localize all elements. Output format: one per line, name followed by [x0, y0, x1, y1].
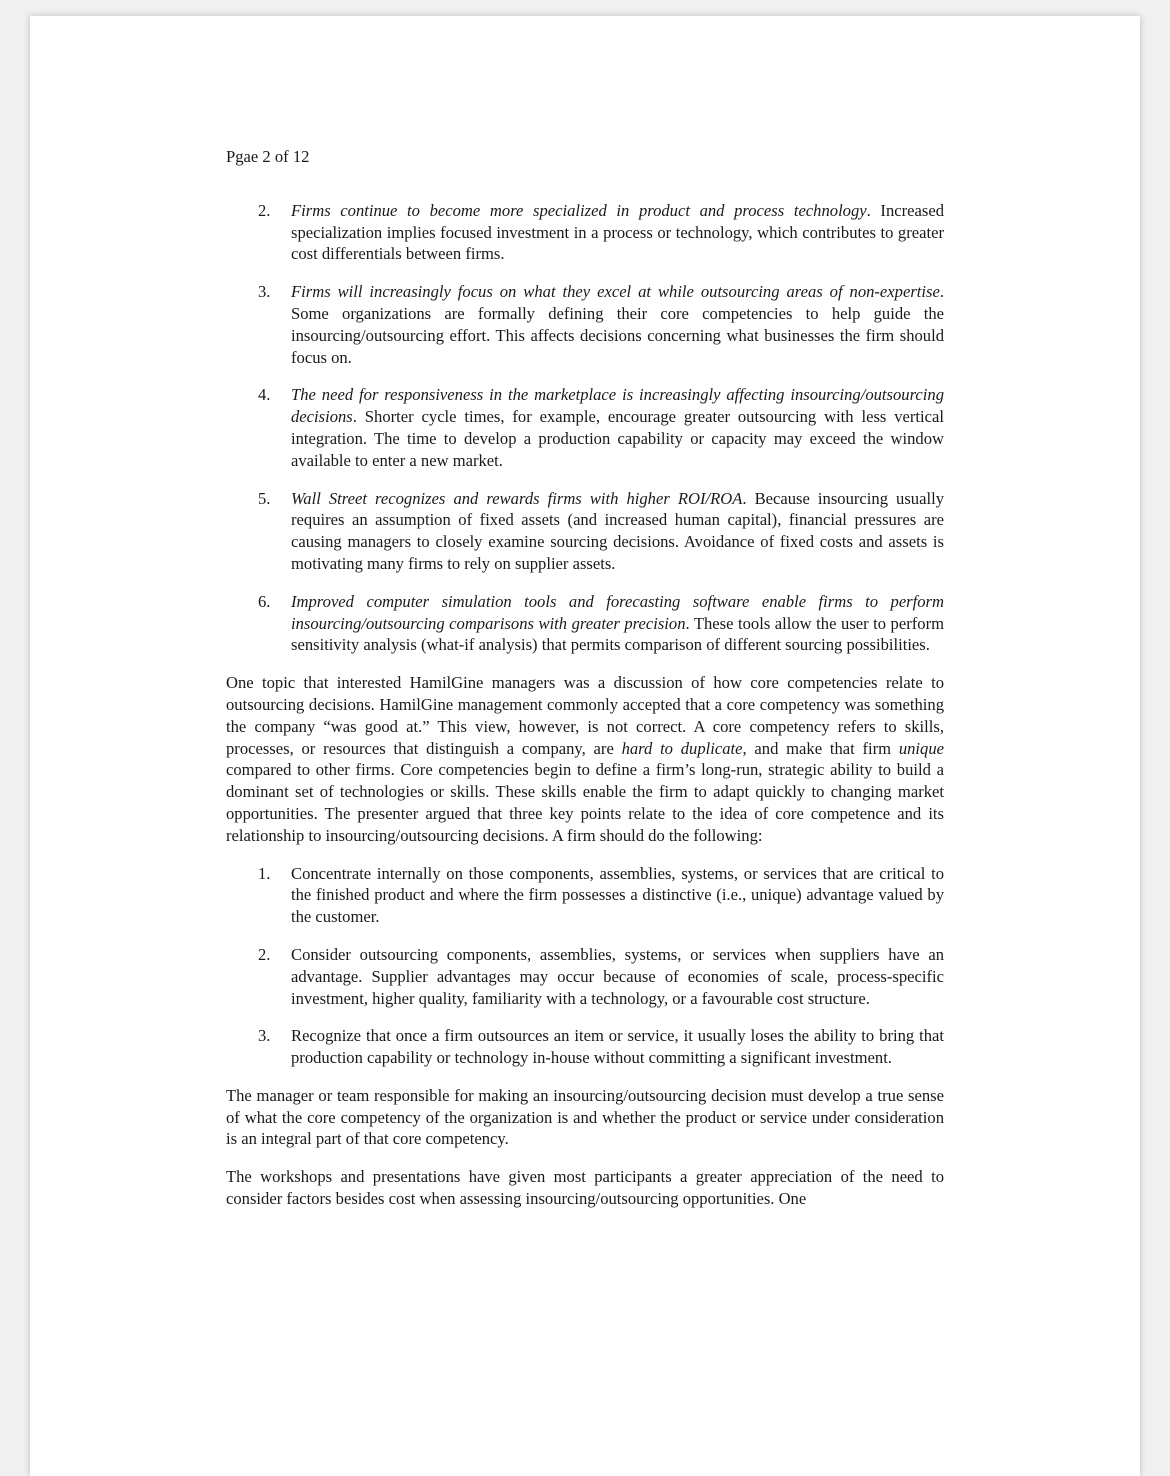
list-item-text: . Some organizations are formally defining their core competencies to help guide the insourcing/outsourcing effort. This affects decisions concerning what businesses the firm should focus on.: [291, 282, 944, 367]
list-item-lead: Improved computer simulation tools and forecasting software enable firms to perform insourcing/outsourcing comparisons with greater precision: [291, 591, 944, 633]
list-item-number: 2.: [258, 944, 271, 964]
list-item: [226, 863, 944, 928]
list-item: [226, 384, 944, 471]
list-item-number: 5.: [258, 488, 271, 508]
list-item-text: . Because insourcing usually requires an assumption of fixed assets (and increased human capital), financial pressures are causing managers to closely examine sourcing decisions. Avoidance of fixed costs and assets is motivating many firms to rely on supplier assets.: [291, 488, 944, 573]
paragraph-text: One topic that interested HamilGine managers was a discussion of how core competencies relate to outsourcing decisions. HamilGine management commonly accepted that a core competency was something the company “was good at.” This view, however, is not correct. A core competency refers to skills, processes, or resources that distinguish a company, are: [226, 673, 944, 758]
list-item-lead: Wall Street recognizes and rewards firms with higher ROI/ROA: [291, 488, 743, 508]
list-item-text: . These tools allow the user to perform sensitivity analysis (what-if analysis) that permits comparison of different sourcing possibilities.: [291, 613, 944, 655]
list-item-number: 6.: [258, 591, 271, 611]
list-item-number: 4.: [258, 385, 271, 405]
list-item-text: . Increased specialization implies focused investment in a process or technology, which contributes to greater cost differentials between firms.: [291, 200, 944, 264]
emphasis-text: hard to duplicate: [621, 738, 743, 758]
list-item-lead: Firms continue to become more specialized in product and process technology: [291, 200, 867, 220]
numbered-list-recommendations: [226, 863, 944, 1069]
list-item: [226, 944, 944, 1009]
core-competency-paragraph: [226, 672, 944, 846]
page-content: [226, 146, 944, 1226]
list-item-number: 1.: [258, 863, 271, 883]
list-item-number: 3.: [258, 282, 271, 302]
document-page: [30, 16, 1140, 1476]
paragraph-text: compared to other firms. Core competencies begin to define a firm’s long-run, strategic ability to build a dominant set of technologies or skills. These skills enable the firm to adapt quickly to changing market opportunities. The presenter argued that three key points relate to the idea of core competence and its relationship to insourcing/outsourcing decisions. A firm should do the following:: [226, 760, 944, 845]
list-item-text: Recognize that once a firm outsources an item or service, it usually loses the ability to bring that production capability or technology in-house without committing a significant investment.: [291, 1026, 944, 1068]
list-item: [226, 591, 944, 656]
list-item: [226, 200, 944, 265]
paragraph-text: , and make that firm: [742, 738, 899, 758]
emphasis-text: unique: [898, 738, 944, 758]
list-item-text: Concentrate internally on those components, assemblies, systems, or services that are critical to the finished product and where the firm possesses a distinctive (i.e., unique) advantage valued by the customer.: [291, 863, 944, 927]
list-item-number: 2.: [258, 200, 271, 220]
manager-responsibility-paragraph: The manager or team responsible for making an insourcing/outsourcing decision must develop a true sense of what the core competency of the organization is and whether the product or service under consideration is an integral part of that core competency.: [226, 1085, 944, 1149]
page-number-label: Pgae 2 of 12: [226, 147, 310, 166]
list-item-lead: The need for responsiveness in the marketplace is increasingly affecting insourcing/outsourcing decisions: [291, 385, 944, 427]
list-item: [226, 1025, 944, 1069]
numbered-list-trends: [226, 200, 944, 656]
list-item: [226, 488, 944, 575]
list-item-number: 3.: [258, 1026, 271, 1046]
list-item-lead: Firms will increasingly focus on what they excel at while outsourcing areas of non-expertise: [291, 282, 940, 302]
workshops-paragraph: The workshops and presentations have given most participants a greater appreciation of the need to consider factors besides cost when assessing insourcing/outsourcing opportunities. One: [226, 1167, 944, 1209]
list-item-text: Consider outsourcing components, assemblies, systems, or services when suppliers have an advantage. Supplier advantages may occur because of economies of scale, process-specific investment, higher quality, familiarity with a technology, or a favourable cost structure.: [291, 944, 944, 1008]
list-item: [226, 281, 944, 368]
list-item-text: . Shorter cycle times, for example, encourage greater outsourcing with less vertical integration. The time to develop a production capability or capacity may exceed the window available to enter a new market.: [291, 407, 944, 470]
